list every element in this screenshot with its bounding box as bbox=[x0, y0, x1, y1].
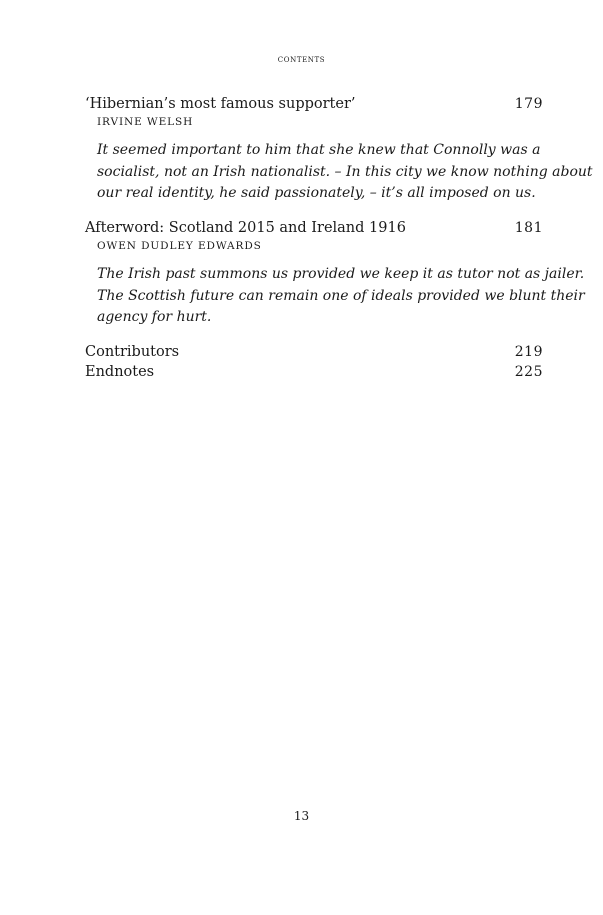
entry-author: IRVINE WELSH bbox=[97, 116, 194, 128]
entry-title: Endnotes bbox=[85, 364, 155, 380]
entry-title: ‘Hibernian’s most famous supporter’ bbox=[85, 96, 356, 112]
epigraph-line: The Irish past summons us provided we keep it as tutor not as jailer. bbox=[97, 266, 585, 282]
epigraph-line: our real identity, he said passionately, – it’s all imposed on us. bbox=[97, 185, 536, 201]
toc-entry-line bbox=[85, 362, 543, 382]
toc-entry bbox=[85, 218, 585, 329]
toc-entry-line bbox=[85, 342, 543, 362]
entry-author: OWEN DUDLEY EDWARDS bbox=[97, 240, 262, 252]
toc-entry bbox=[85, 342, 543, 362]
entry-page-number: 225 bbox=[514, 364, 543, 380]
toc-entry bbox=[85, 362, 543, 382]
page-folio: 13 bbox=[293, 809, 310, 823]
entry-title: Contributors bbox=[85, 344, 180, 360]
epigraph-line: It seemed important to him that she knew that Connolly was a bbox=[97, 142, 541, 158]
toc-entry-line bbox=[85, 218, 543, 238]
toc-entry bbox=[85, 94, 593, 205]
entry-epigraph bbox=[97, 140, 593, 205]
entry-page-number: 179 bbox=[514, 96, 543, 112]
epigraph-line: The Scottish future can remain one of ideals provided we blunt their bbox=[97, 287, 585, 304]
entry-page-number: 219 bbox=[514, 344, 543, 360]
entry-title: Afterword: Scotland 2015 and Ireland 1916 bbox=[85, 220, 406, 236]
running-head: contents bbox=[277, 54, 326, 65]
entry-page-number: 181 bbox=[514, 220, 543, 236]
epigraph-line: agency for hurt. bbox=[97, 309, 212, 325]
entry-epigraph bbox=[97, 264, 585, 329]
epigraph-line: socialist, not an Irish nationalist. – In this city we know nothing about bbox=[97, 163, 593, 180]
toc-entry-line bbox=[85, 94, 543, 114]
